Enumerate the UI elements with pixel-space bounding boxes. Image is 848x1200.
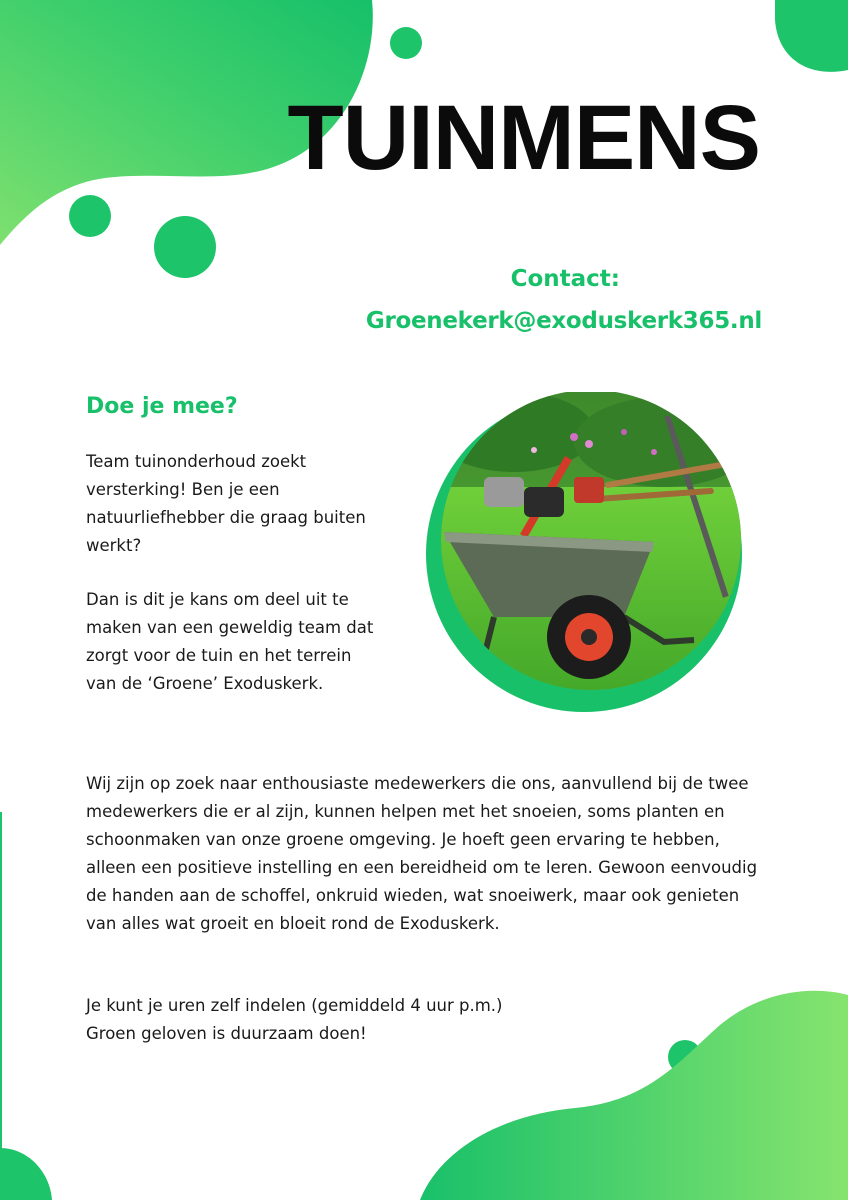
top-right-blob xyxy=(775,0,848,72)
bottom-left-blob xyxy=(0,1148,52,1200)
intro-paragraph-1: Team tuinonderhoud zoekt versterking! Ben je een natuurliefhebber die graag buiten werkt? xyxy=(86,452,366,555)
closing-block xyxy=(86,992,686,1048)
dot-left-large xyxy=(154,216,216,278)
left-edge-line xyxy=(0,812,2,1172)
dot-top-small xyxy=(390,27,422,59)
body-paragraph: Wij zijn op zoek naar enthousiaste medewerkers die ons, aanvullend bij de twee medewerkers die er al zijn, kunnen helpen met het snoeien, soms planten en schoonmaken van onze groene omgeving. Je hoeft geen ervaring te hebben, alleen een positieve instelling en een bereidheid om te leren. Gewoon eenvoudig de handen aan de schoffel, onkruid wieden, wat snoeiwerk, maar ook genieten van alles wat groeit en bloeit rond de Exoduskerk. xyxy=(86,774,758,933)
closing-line-slogan: Groen geloven is duurzaam doen! xyxy=(86,1024,367,1043)
page-title: TUINMENS xyxy=(287,87,760,189)
closing-line-hours: Je kunt je uren zelf indelen (gemiddeld 4 uur p.m.) xyxy=(86,996,503,1015)
wheelbarrow-photo xyxy=(424,392,744,712)
contact-label: Contact: xyxy=(510,266,620,292)
contact-block xyxy=(366,258,762,342)
intro-paragraph-2: Dan is dit je kans om deel uit te maken van een geweldig team dat zorgt voor de tuin en het terrein van de ‘Groene’ Exoduskerk. xyxy=(86,590,374,693)
contact-email-link[interactable]: Groenekerk@exoduskerk365.nl xyxy=(365,308,762,334)
dot-left-medium xyxy=(69,195,111,237)
section-heading: Doe je mee? xyxy=(86,394,238,419)
